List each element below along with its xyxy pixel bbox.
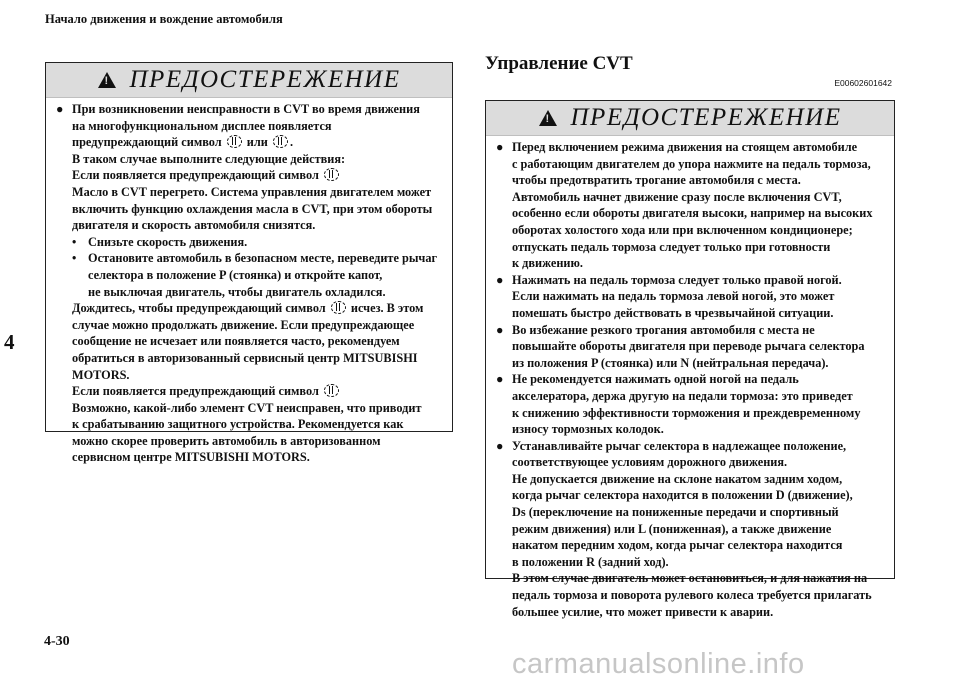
warning-text: износу тормозных колодок. [512,422,664,437]
warning-text: педаль тормоза и поворота рулевого колеса требуется прилагать [512,588,872,603]
warning-text: Масло в CVT перегрето. Система управления двигателем может [72,184,432,199]
warning-text: обратиться в авторизованный сервисный центр MITSUBISHI [72,350,418,365]
warning-text: сообщение не исчезает или появляется часто, рекомендуем [72,334,400,349]
warning-text: Если появляется предупреждающий символ [72,168,319,183]
warning-text: исчез. В этом [350,301,424,316]
warning-text: Ds (переключение на пониженные передачи и спортивный [512,505,839,520]
warning-text: к движению. [512,256,583,271]
warning-box-left [45,62,453,465]
warning-text: в положении R (задний ход). [512,554,669,569]
warning-text: когда рычаг селектора находится в положении D (движение), [512,488,853,503]
warning-title: ПРЕДОСТЕРЕЖЕНИЕ [570,104,842,131]
page-header-title: Начало движения и вождение автомобиля [45,12,283,26]
warning-text: на многофункциональном дисплее появляется [72,118,332,133]
warning-text: сервисном центре MITSUBISHI MOTORS. [72,450,310,465]
warning-text: Не допускается движение на склоне накатом задним ходом, [512,471,843,486]
warning-text: из положения P (стоянка) или N (нейтральная передача). [512,355,829,370]
warning-text: Снизьте скорость движения. [88,234,248,249]
warning-text: Устанавливайте рычаг селектора в надлежащее положение, [512,438,847,453]
warning-text: Дождитесь, чтобы предупреждающий символ [72,301,326,316]
warning-text: случае можно продолжать движение. Если предупреждающее [72,317,415,332]
warning-text: включить функцию охлаждения масла в CVT, при этом обороты [72,201,433,216]
warning-text: можно скорее проверить автомобиль в авторизованном [72,433,381,448]
warning-text: Во избежание резкого трогания автомобиля с места не [512,322,815,337]
warning-text: Если нажимать на педаль тормоза левой ногой, это может [512,289,835,304]
warning-body: ● Перед включением режима движения на стоящем автомобиле с работающим двигателем до упора нажмите на педаль тормоза, чтобы предотвратить трогание автомобиля с места. Автомобиль начнет движение сразу после включения CVT, особенно если обороты двигателя высоки, например на высоких оборотах холостого хода или при включенном кондиционере; отпускать педаль тормоза следует только при готовности к движению. ● Нажимать на педаль тормоза следует только правой ногой. Если нажимать на педаль тормоза левой ногой, это может помешать быстро действовать в чрезвычайной ситуации. ● Во избежание резкого трогания автомобиля с места не повышайте обороты двигателя при переводе рычага селектора из положения P (стоянка) или N (нейтральная передача). ● Не рекомендуется нажимать одной ногой на педаль акселератора, держа другую на педали тормоза: это приведет к снижению эффективности торможения и преждевременному износу тормозных колодок. ● Устанавливайте рычаг селектора в надлежащее положение, соответствующее условиям дорожного движения. Не допускается движение на склоне накатом задним ходом, когда рычаг селектора находится в положении D (движение), Ds (переключение на пониженные передачи и спортивный режим движения) или L (пониженная), а также движение накатом передним ходом, когда рычаг селектора находится в положении R (задний ход). В этом случае двигатель может остановиться, и для нажатия на педаль тормоза и поворота рулевого колеса требуется прилагать большее усилие, что может привести к аварии. [486,136,894,620]
warning-text: повышайте обороты двигателя при переводе рычага селектора [512,339,865,354]
warning-header [46,63,452,98]
warning-text: с работающим двигателем до упора нажмите на педаль тормоза, [512,156,871,171]
warning-text: селектора в положение P (стоянка) и откройте капот, [88,267,383,282]
cvt-warning-symbol-icon [331,301,346,314]
warning-text: двигателя и скорость автомобиля снизятся. [72,218,316,233]
warning-text: Нажимать на педаль тормоза следует только правой ногой. [512,272,842,287]
warning-text: не выключая двигатель, чтобы двигатель охладился. [88,284,386,299]
page-number: 4-30 [44,634,70,649]
warning-text: Перед включением режима движения на стоящем автомобиле [512,140,858,154]
warning-text: режим движения) или L (пониженная), а также движение [512,521,832,536]
cvt-warning-symbol-icon [324,168,339,181]
warning-text: Остановите автомобиль в безопасном месте, переведите рычаг [88,251,438,266]
warning-text: предупреждающий символ [72,135,222,150]
warning-triangle-icon [539,110,557,126]
warning-title: ПРЕДОСТЕРЕЖЕНИЕ [129,66,401,93]
warning-text: Если появляется предупреждающий символ [72,384,319,399]
warning-text: чтобы предотвратить трогание автомобиля с места. [512,173,801,188]
warning-text: или [246,135,268,150]
section-code: E00602601642 [834,78,892,88]
warning-text: Автомобиль начнет движение сразу после включения CVT, [512,189,842,204]
warning-text: особенно если обороты двигателя высоки, например на высоких [512,206,873,221]
warning-text: MOTORS. [72,367,130,382]
warning-text: к срабатыванию защитного устройства. Рекомендуется как [72,417,404,432]
warning-text: накатом передним ходом, когда рычаг селектора находится [512,538,843,553]
warning-text: к снижению эффективности торможения и преждевременному [512,405,861,420]
warning-text: соответствующее условиям дорожного движения. [512,455,788,470]
warning-text: акселератора, держа другую на педали тормоза: это приведет [512,388,853,403]
warning-body: ● При возникновении неисправности в CVT во время движения на многофункциональном дисплее появляется предупреждающий символ или . В таком случае выполните следующие действия: Если появляется предупреждающий символ Масло в CVT перегрето. Система управления двигателем может включить функцию охлаждения масла в CVT, при этом обороты двигателя и скорость автомобиля снизятся. • Снизьте скорость движения. • Остановите автомобиль в безопасном месте, переведите рычаг селектора в положение P (стоянка) и откройте капот, не выключая двигатель, чтобы двигатель охладился. Дождитесь, чтобы предупреждающий символ исчез. В этом случае можно продолжать движение. Если предупреждающее сообщение не исчезает или появляется часто, рекомендуем обратиться в авторизованный сервисный центр MITSUBISHI MOTORS. Если появляется предупреждающий символ Возможно, какой-либо элемент CVT неисправен, что приводит к срабатыванию защитного устройства. Рекомендуется как можно скорее проверить автомобиль в авторизованном сервисном центре MITSUBISHI MOTORS. [46,98,452,466]
warning-header [486,101,894,136]
warning-triangle-icon [98,72,116,88]
warning-text: В таком случае выполните следующие действия: [72,151,346,166]
warning-text: оборотах холостого хода или при включенном кондиционере; [512,222,853,237]
warning-text: В этом случае двигатель может остановиться, и для нажатия на [512,571,868,586]
warning-box-right [485,100,895,619]
section-title: Управление CVT [485,53,633,74]
chapter-number: 4 [4,330,15,354]
warning-text: При возникновении неисправности в CVT во время движения [72,102,420,116]
warning-text: помешать быстро действовать в чрезвычайной ситуации. [512,305,834,320]
warning-text: отпускать педаль тормоза следует только при готовности [512,239,831,254]
cvt-warning-symbol-icon [227,135,242,148]
warning-text: Не рекомендуется нажимать одной ногой на педаль [512,372,799,387]
cvt-warning-symbol-icon [273,135,288,148]
warning-text: . [289,135,294,150]
warning-text: Возможно, какой-либо элемент CVT неисправен, что приводит [72,400,422,415]
footer-watermark-logo[interactable]: carmanualsonline.info [512,648,805,680]
warning-text: большее усилие, что может привести к аварии. [512,604,774,619]
cvt-warning-symbol-icon [324,384,339,397]
